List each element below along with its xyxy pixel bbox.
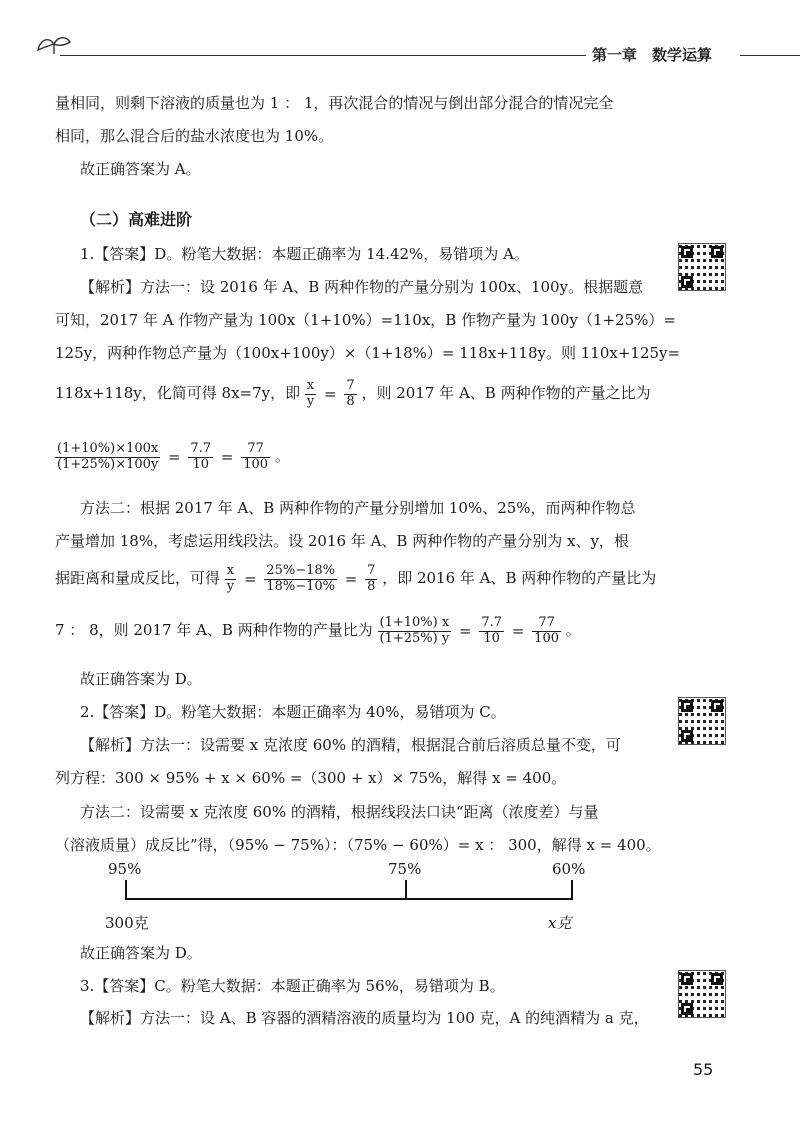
fraction-7-7-over-10	[479, 616, 504, 647]
fraction-numerator: 77	[532, 616, 561, 632]
fraction-7-7-over-10	[188, 442, 213, 473]
text-line: 列方程：300 × 95% + x × 60% =（300 + x）× 75%，解得 x = 400。	[55, 769, 567, 787]
fraction-denominator: 10	[483, 630, 500, 646]
diagram-tick	[125, 880, 127, 900]
page-number: 55	[693, 1060, 714, 1079]
fraction-denominator: y	[306, 393, 315, 409]
diagram-line	[125, 898, 573, 900]
q3-answer-title: 3.【答案】C。粉笔大数据：本题正确率为 56%，易错项为 B。	[80, 977, 505, 995]
equals-sign: =	[243, 570, 257, 588]
diagram-tick	[571, 880, 573, 900]
text-line: 【解析】方法一：设需要 x 克浓度 60% 的酒精，根据混合前后溶质总量不变，可	[80, 736, 621, 754]
fraction-denominator: (1+25%)×100y	[57, 456, 159, 472]
text-line	[55, 376, 651, 411]
qr-code-icon[interactable]	[678, 970, 726, 1018]
diagram-mid-label: 75%	[388, 860, 422, 878]
text-line: 可知，2017 年 A 作物产量为 100x（1+10%）=110x，B 作物产量为 100y（1+25%）=	[55, 311, 676, 329]
fraction-x-over-y	[305, 379, 316, 410]
text-line	[55, 612, 581, 649]
equals-sign: =	[458, 622, 472, 640]
answer-line: 故正确答案为 A。	[80, 160, 201, 178]
fraction-denominator: 10	[192, 456, 210, 472]
fraction-numerator: x	[305, 379, 316, 395]
text-span: 据距离和量成反比，可得	[55, 569, 221, 587]
text-span: 118x+118y，化简可得 8x=7y，即	[55, 384, 301, 402]
diagram-left-weight: 300克	[105, 914, 149, 932]
qr-code-icon[interactable]	[678, 697, 726, 745]
equals-sign: =	[168, 448, 181, 466]
text-line: 【解析】方法一：设 A、B 容器的酒精溶液的质量均为 100 克，A 的纯酒精为 a 克，	[80, 1009, 649, 1027]
fraction-numerator: 7.7	[190, 440, 212, 456]
equals-sign: =	[344, 570, 358, 588]
header-rule-left	[60, 55, 586, 56]
diagram-right-weight: x克	[548, 914, 572, 932]
fraction-numerator: x	[225, 564, 236, 580]
text-span: ，则 2017 年 A、B 两种作物的产量之比为	[361, 384, 651, 402]
fraction-7-over-8	[365, 564, 377, 595]
fraction-denominator: 100	[534, 630, 559, 646]
fraction-ratio	[55, 442, 160, 473]
fraction-denominator: 100	[243, 456, 269, 472]
fraction-numerator: 7	[346, 377, 355, 393]
fraction-77-over-100	[241, 442, 270, 473]
fraction-numerator: 7	[367, 562, 376, 578]
text-span: 。	[274, 447, 290, 465]
leaf-logo-icon	[34, 32, 74, 56]
fraction-numerator: 77	[241, 442, 270, 458]
fraction-77-over-100	[532, 616, 561, 647]
fraction-numerator: 25%−18%	[266, 562, 335, 578]
chapter-title: 第一章 数学运算	[592, 46, 713, 64]
fraction-numerator: 7.7	[481, 614, 503, 630]
equals-sign: =	[324, 385, 337, 403]
text-line: 相同，那么混合后的盐水浓度也为 10%。	[55, 127, 334, 145]
text-span: 。	[565, 621, 581, 639]
text-span: 7 ： 8，则 2017 年 A、B 两种作物的产量比为	[55, 621, 373, 639]
text-line: 方法二：设需要 x 克浓度 60% 的酒精，根据线段法口诀“距离（浓度差）与量	[80, 803, 599, 821]
text-line: 量相同，则剩下溶液的质量也为 1 ： 1，再次混合的情况与倒出部分混合的情况完全	[55, 94, 614, 112]
text-line: 方法二：根据 2017 年 A、B 两种作物的产量分别增加 10%、25%，而两种作物总	[80, 499, 636, 517]
section-title: （二）高难进阶	[80, 210, 193, 229]
diagram-left-label: 95%	[108, 860, 142, 878]
fraction-numerator: (1+10%)×100x	[55, 442, 160, 458]
fraction-percent-diff	[264, 564, 337, 595]
fraction-denominator: 8	[367, 578, 376, 594]
fraction-7-over-8	[344, 379, 356, 410]
text-line: 产量增加 18%，考虑运用线段法。设 2016 年 A、B 两种作物的产量分别为 x、y，根	[55, 532, 629, 550]
fraction-x-over-y	[225, 564, 236, 595]
text-line: （溶液质量）成反比”得，（95% − 75%）：（75% − 60%）= x ： 300，解得 x = 400。	[55, 836, 661, 854]
diagram-tick	[405, 880, 407, 900]
q2-answer-title: 2.【答案】D。粉笔大数据：本题正确率为 40%，易错项为 C。	[80, 703, 506, 721]
text-line: 【解析】方法一：设 2016 年 A、B 两种作物的产量分别为 100x、100y。根据题意	[80, 278, 644, 296]
header-rule-right	[740, 55, 800, 56]
qr-code-icon[interactable]	[678, 243, 726, 291]
fraction-denominator: 18%−10%	[266, 578, 335, 594]
fraction-denominator: (1+25%) y	[379, 630, 450, 646]
fraction-ratio	[378, 616, 452, 647]
formula-line	[55, 438, 290, 475]
equals-sign: =	[220, 448, 234, 466]
text-span: ，即 2016 年 A、B 两种作物的产量比为	[382, 569, 657, 587]
text-line	[55, 560, 656, 597]
q1-answer-title: 1.【答案】D。粉笔大数据：本题正确率为 14.42%，易错项为 A。	[80, 245, 529, 263]
text-line: 125y，两种作物总产量为（100x+100y）×（1+18%）= 118x+118y。则 110x+125y=	[55, 344, 681, 362]
answer-line: 故正确答案为 D。	[80, 944, 202, 962]
fraction-numerator: (1+10%) x	[378, 616, 452, 632]
diagram-right-label: 60%	[552, 860, 586, 878]
fraction-denominator: 8	[346, 393, 355, 409]
equals-sign: =	[511, 622, 525, 640]
answer-line: 故正确答案为 D。	[80, 670, 202, 688]
fraction-denominator: y	[226, 578, 235, 594]
